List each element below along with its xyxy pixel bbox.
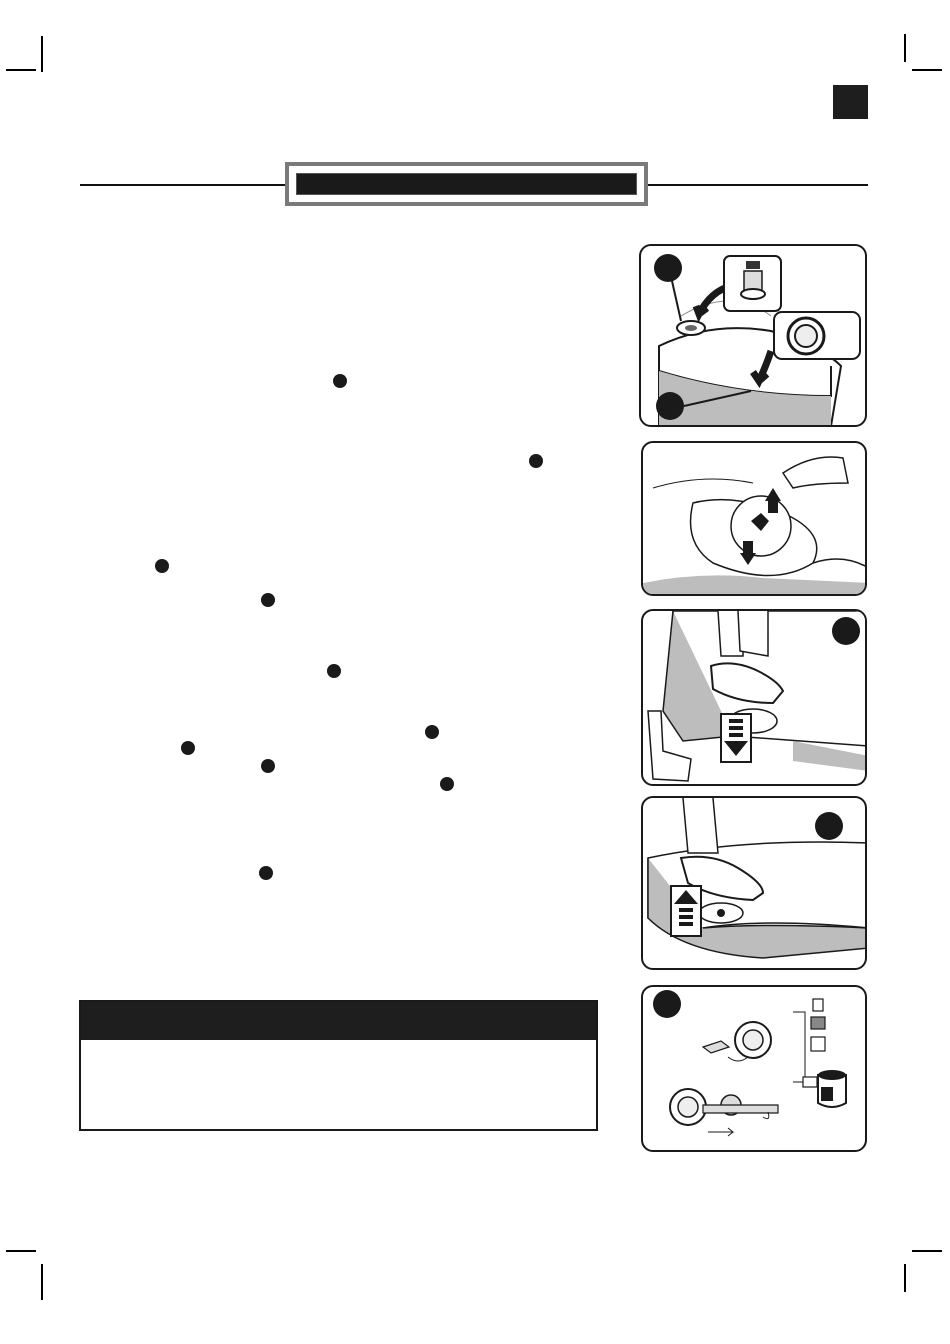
crop-mark-top-right-h bbox=[912, 69, 942, 71]
pump-adapter-figure bbox=[641, 985, 867, 1152]
reference-bullet bbox=[333, 374, 347, 388]
language-tab bbox=[833, 85, 868, 119]
section-title-frame bbox=[285, 162, 648, 206]
warning-box bbox=[79, 1000, 598, 1131]
reference-bullet bbox=[529, 454, 543, 468]
crop-mark-bottom-left-h bbox=[6, 1250, 36, 1252]
crop-mark-top-left-h bbox=[6, 69, 36, 71]
reference-bullet bbox=[261, 593, 275, 607]
section-title-bar bbox=[296, 173, 637, 195]
reference-bullet bbox=[425, 725, 439, 739]
crop-mark-top-left-v bbox=[41, 36, 43, 72]
reference-bullet bbox=[259, 866, 273, 880]
title-rule-right bbox=[648, 184, 868, 186]
crop-mark-top-right-v bbox=[904, 34, 906, 62]
reference-bullet bbox=[440, 777, 454, 791]
warning-header bbox=[81, 1002, 596, 1040]
valve-location-figure bbox=[639, 244, 867, 427]
reference-bullet bbox=[155, 559, 169, 573]
reference-bullet bbox=[181, 741, 195, 755]
crop-mark-bottom-right-h bbox=[912, 1250, 942, 1252]
crop-mark-bottom-right-v bbox=[904, 1264, 906, 1292]
reference-bullet bbox=[327, 664, 341, 678]
lift-off-valve-figure bbox=[641, 796, 867, 970]
title-rule-left bbox=[80, 184, 285, 186]
crop-mark-bottom-left-v bbox=[41, 1264, 43, 1300]
reference-bullet bbox=[261, 759, 275, 773]
valve-cap-open-figure bbox=[641, 441, 867, 596]
deflate-press-figure bbox=[641, 609, 867, 786]
